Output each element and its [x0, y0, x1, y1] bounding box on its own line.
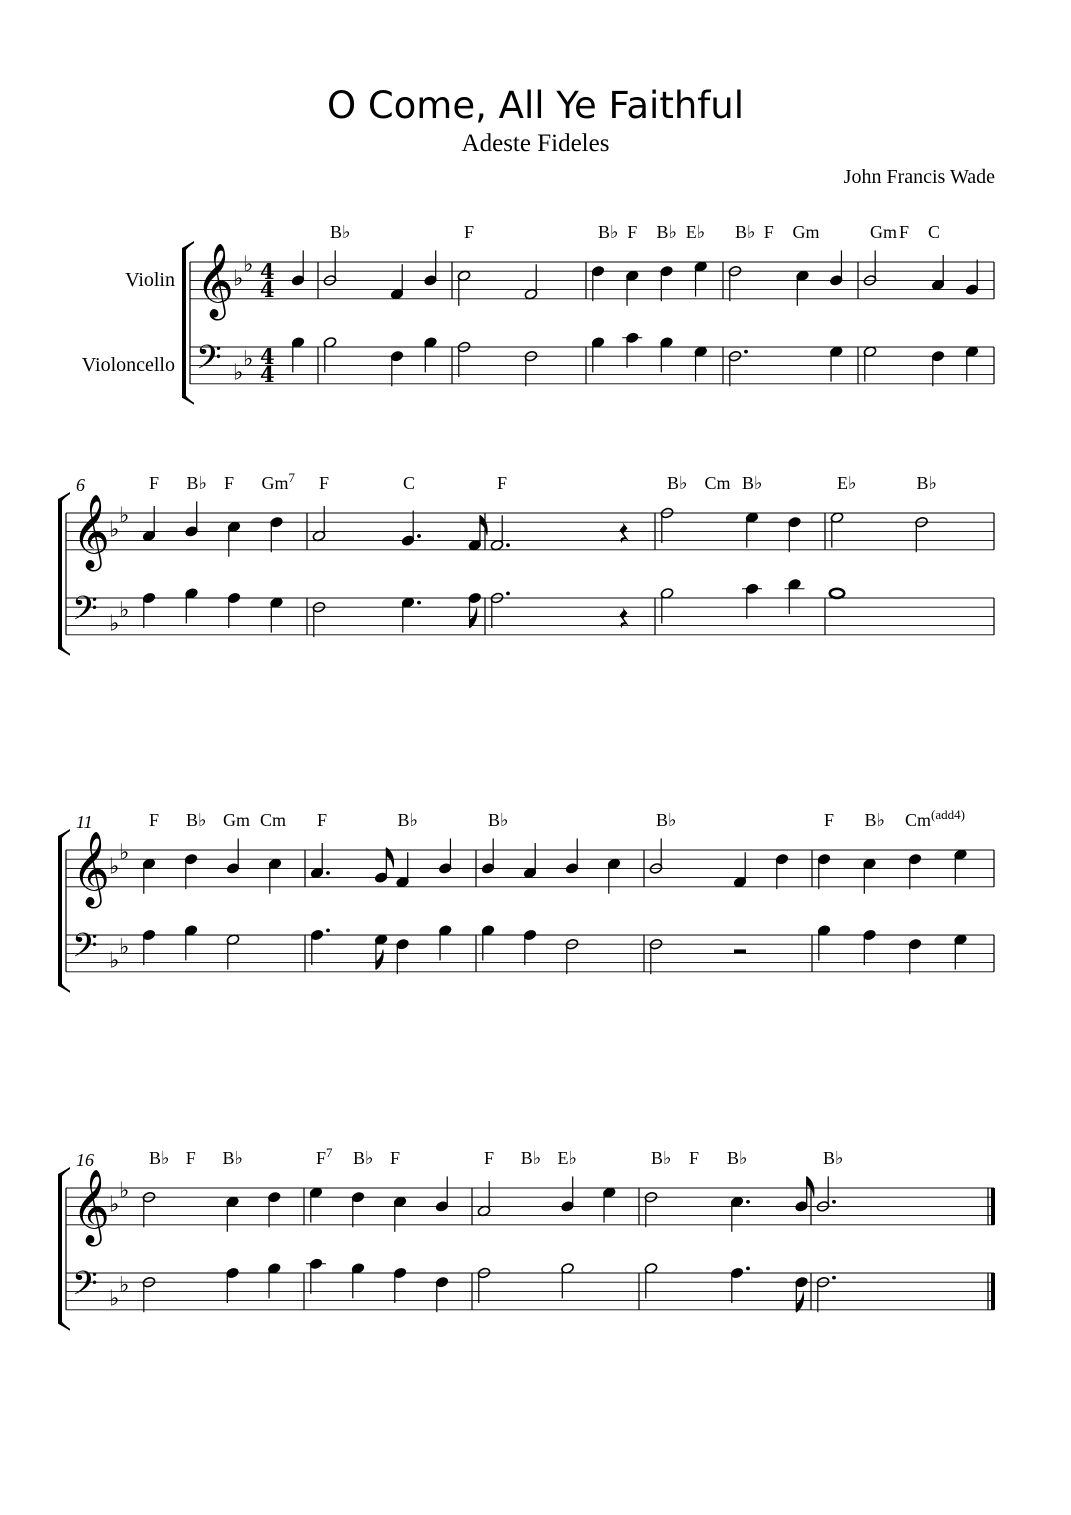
bracket-top-hook: [58, 1167, 70, 1176]
time-signature-numerator: 4: [260, 344, 275, 369]
chord-symbol: F: [464, 222, 475, 242]
chord-symbol: F: [824, 810, 835, 830]
treble-clef-icon: 𝄞: [72, 495, 110, 569]
violin-staff-4: [66, 1188, 994, 1225]
quarter-rest: [620, 607, 629, 628]
chord-symbol: B♭: [864, 810, 885, 830]
measure: [660, 473, 804, 623]
chord-symbol: Cm: [260, 810, 287, 830]
bracket-top-hook: [58, 829, 70, 838]
chord-symbol: F: [149, 473, 160, 493]
key-signature-flat: ♭: [119, 1177, 130, 1203]
chord-symbol: B♭: [330, 222, 351, 242]
system-bracket: [58, 836, 62, 986]
bracket-bottom-hook: [58, 984, 70, 993]
instrument-label-violin: Violin: [125, 269, 175, 291]
chord-symbol: Gm: [223, 810, 250, 830]
key-signature-flat: ♭: [119, 1271, 130, 1297]
chord-symbol: B♭: [353, 1148, 374, 1168]
chord-symbol: Cm: [704, 473, 731, 493]
chord-symbol: C: [928, 222, 941, 242]
chord-symbol: F: [390, 1148, 401, 1168]
measure: [728, 222, 843, 386]
bass-clef-icon: 𝄢: [196, 339, 222, 385]
quarter-rest: [620, 522, 629, 543]
chord-symbol: B♭: [916, 473, 937, 493]
chord-symbol: F: [185, 1148, 196, 1168]
time-signature-numerator: 4: [260, 259, 275, 284]
measure: [591, 222, 708, 382]
augmentation-dot: [326, 929, 330, 933]
key-signature-flat: ♭: [243, 345, 254, 371]
chord-symbol: E♭: [837, 473, 857, 493]
system-bracket: [58, 499, 62, 649]
note-head: [830, 589, 844, 598]
measure: [142, 810, 286, 970]
measure: [490, 473, 628, 628]
chord-symbol: F: [149, 810, 160, 830]
chord-symbol: Gm: [870, 222, 897, 242]
augmentation-dot: [832, 1200, 836, 1204]
measure: [291, 250, 305, 372]
instrument-label-violoncello: Violoncello: [81, 354, 175, 376]
chord-symbol: B♭: [667, 473, 688, 493]
chord-symbol: Gm$^7$: [261, 470, 295, 493]
chord-symbol: F: [317, 810, 328, 830]
violin-staff-3: [66, 850, 994, 887]
measure: [306, 1145, 449, 1312]
augmentation-dot: [417, 534, 421, 538]
chord-symbol: E♭: [685, 222, 706, 242]
key-signature-flat: ♭: [109, 610, 120, 636]
augmentation-dot: [744, 350, 748, 354]
system-1: [82, 222, 994, 405]
chord-symbol: F: [484, 1148, 495, 1168]
chord-symbol: F: [899, 222, 910, 242]
key-signature-flat: ♭: [119, 839, 130, 865]
key-signature-flat: ♭: [109, 947, 120, 973]
time-signature-denominator: 4: [260, 277, 275, 302]
violin-staff-1: [190, 262, 994, 299]
measure-number: 6: [76, 475, 85, 495]
chord-symbol: B♭: [149, 1148, 170, 1168]
chord-symbol: F: [689, 1148, 700, 1168]
key-signature-flat: ♭: [119, 502, 130, 528]
chord-symbol: $Cm^{(add4)}$: [905, 807, 965, 830]
key-signature-flat: ♭: [109, 516, 120, 542]
measure: [310, 810, 452, 974]
measure: [644, 1148, 814, 1312]
chord-symbol: B♭: [186, 473, 207, 493]
chord-symbol: F: [497, 473, 508, 493]
measure: [816, 1148, 843, 1312]
chord-symbol: B♭: [488, 810, 509, 830]
chord-symbol: B♭: [598, 222, 619, 242]
system-bracket: [58, 1174, 62, 1324]
note-flag: [386, 848, 393, 868]
measure-number: 11: [76, 812, 93, 832]
chord-symbol: F: [224, 473, 235, 493]
augmentation-dot: [746, 1267, 750, 1271]
half-rest: [734, 949, 746, 953]
chord-symbol: B♭: [727, 1148, 748, 1168]
chord-symbol: B♭: [222, 1148, 243, 1168]
measure: [649, 810, 789, 974]
measure: [481, 810, 621, 974]
key-signature-flat: ♭: [233, 359, 244, 385]
chord-symbol: F: [763, 222, 774, 242]
chord-symbol: B♭: [742, 473, 763, 493]
augmentation-dot: [746, 1200, 750, 1204]
measure: [477, 1148, 616, 1303]
bracket-bottom-hook: [182, 396, 194, 405]
augmentation-dot: [506, 592, 510, 596]
key-signature-flat: ♭: [243, 251, 254, 277]
system-2: [58, 470, 994, 656]
bracket-bottom-hook: [58, 647, 70, 656]
treble-clef-icon: 𝄞: [196, 244, 234, 318]
augmentation-dot: [326, 871, 330, 875]
augmentation-dot: [832, 1276, 836, 1280]
system-4: [58, 1145, 995, 1331]
system-3: [58, 807, 994, 993]
cello-staff-3: [66, 935, 994, 972]
measure: [457, 222, 538, 386]
augmentation-dot: [417, 601, 421, 605]
key-signature-flat: ♭: [119, 596, 130, 622]
measure: [323, 222, 437, 386]
chord-symbol: B♭: [656, 810, 677, 830]
measure: [142, 1148, 281, 1312]
composer-credit: John Francis Wade: [843, 166, 995, 188]
chord-symbol: Gm: [792, 222, 820, 242]
measure: [863, 222, 979, 386]
measure: [312, 473, 487, 637]
chord-symbol: B♭: [397, 810, 418, 830]
note-flag: [376, 950, 383, 970]
measure: [830, 473, 937, 598]
bracket-top-hook: [58, 492, 70, 501]
time-signature-denominator: 4: [260, 362, 275, 387]
score-subtitle: Adeste Fideles: [461, 130, 610, 157]
bass-clef-icon: 𝄢: [72, 590, 98, 636]
key-signature-flat: ♭: [109, 1285, 120, 1311]
chord-symbol: B♭: [823, 1148, 844, 1168]
note-flag: [480, 515, 487, 535]
chord-symbol: F: [627, 222, 638, 242]
chord-symbol: B♭: [651, 1148, 672, 1168]
violin-staff-2: [66, 513, 994, 550]
measure: [817, 807, 967, 974]
chord-symbol: B♭: [735, 222, 756, 242]
key-signature-flat: ♭: [109, 1191, 120, 1217]
score-title: O Come, All Ye Faithful: [326, 84, 745, 127]
chord-symbol: E♭: [557, 1148, 577, 1168]
chord-symbol: B♭: [520, 1148, 542, 1168]
chord-symbol: F: [319, 473, 330, 493]
treble-clef-icon: 𝄞: [72, 1170, 110, 1244]
note-flag: [807, 1176, 814, 1196]
measure: [142, 470, 295, 633]
chord-symbol: B♭: [186, 810, 207, 830]
bracket-top-hook: [182, 241, 194, 250]
measure-number: 16: [76, 1150, 94, 1170]
bass-clef-icon: 𝄢: [72, 927, 98, 973]
chord-symbol: B♭: [656, 222, 677, 242]
key-signature-flat: ♭: [119, 933, 130, 959]
key-signature-flat: ♭: [109, 853, 120, 879]
note-flag: [796, 1292, 803, 1312]
cello-staff-2: [66, 598, 994, 635]
key-signature-flat: ♭: [233, 265, 244, 291]
cello-staff-4: [66, 1273, 994, 1310]
treble-clef-icon: 𝄞: [72, 832, 110, 906]
system-bracket: [182, 248, 186, 398]
augmentation-dot: [506, 543, 510, 547]
bracket-bottom-hook: [58, 1322, 70, 1331]
bass-clef-icon: 𝄢: [72, 1265, 98, 1311]
chord-symbol: C: [403, 473, 416, 493]
note-flag: [470, 608, 477, 628]
chord-symbol: $F^7$: [316, 1145, 333, 1168]
